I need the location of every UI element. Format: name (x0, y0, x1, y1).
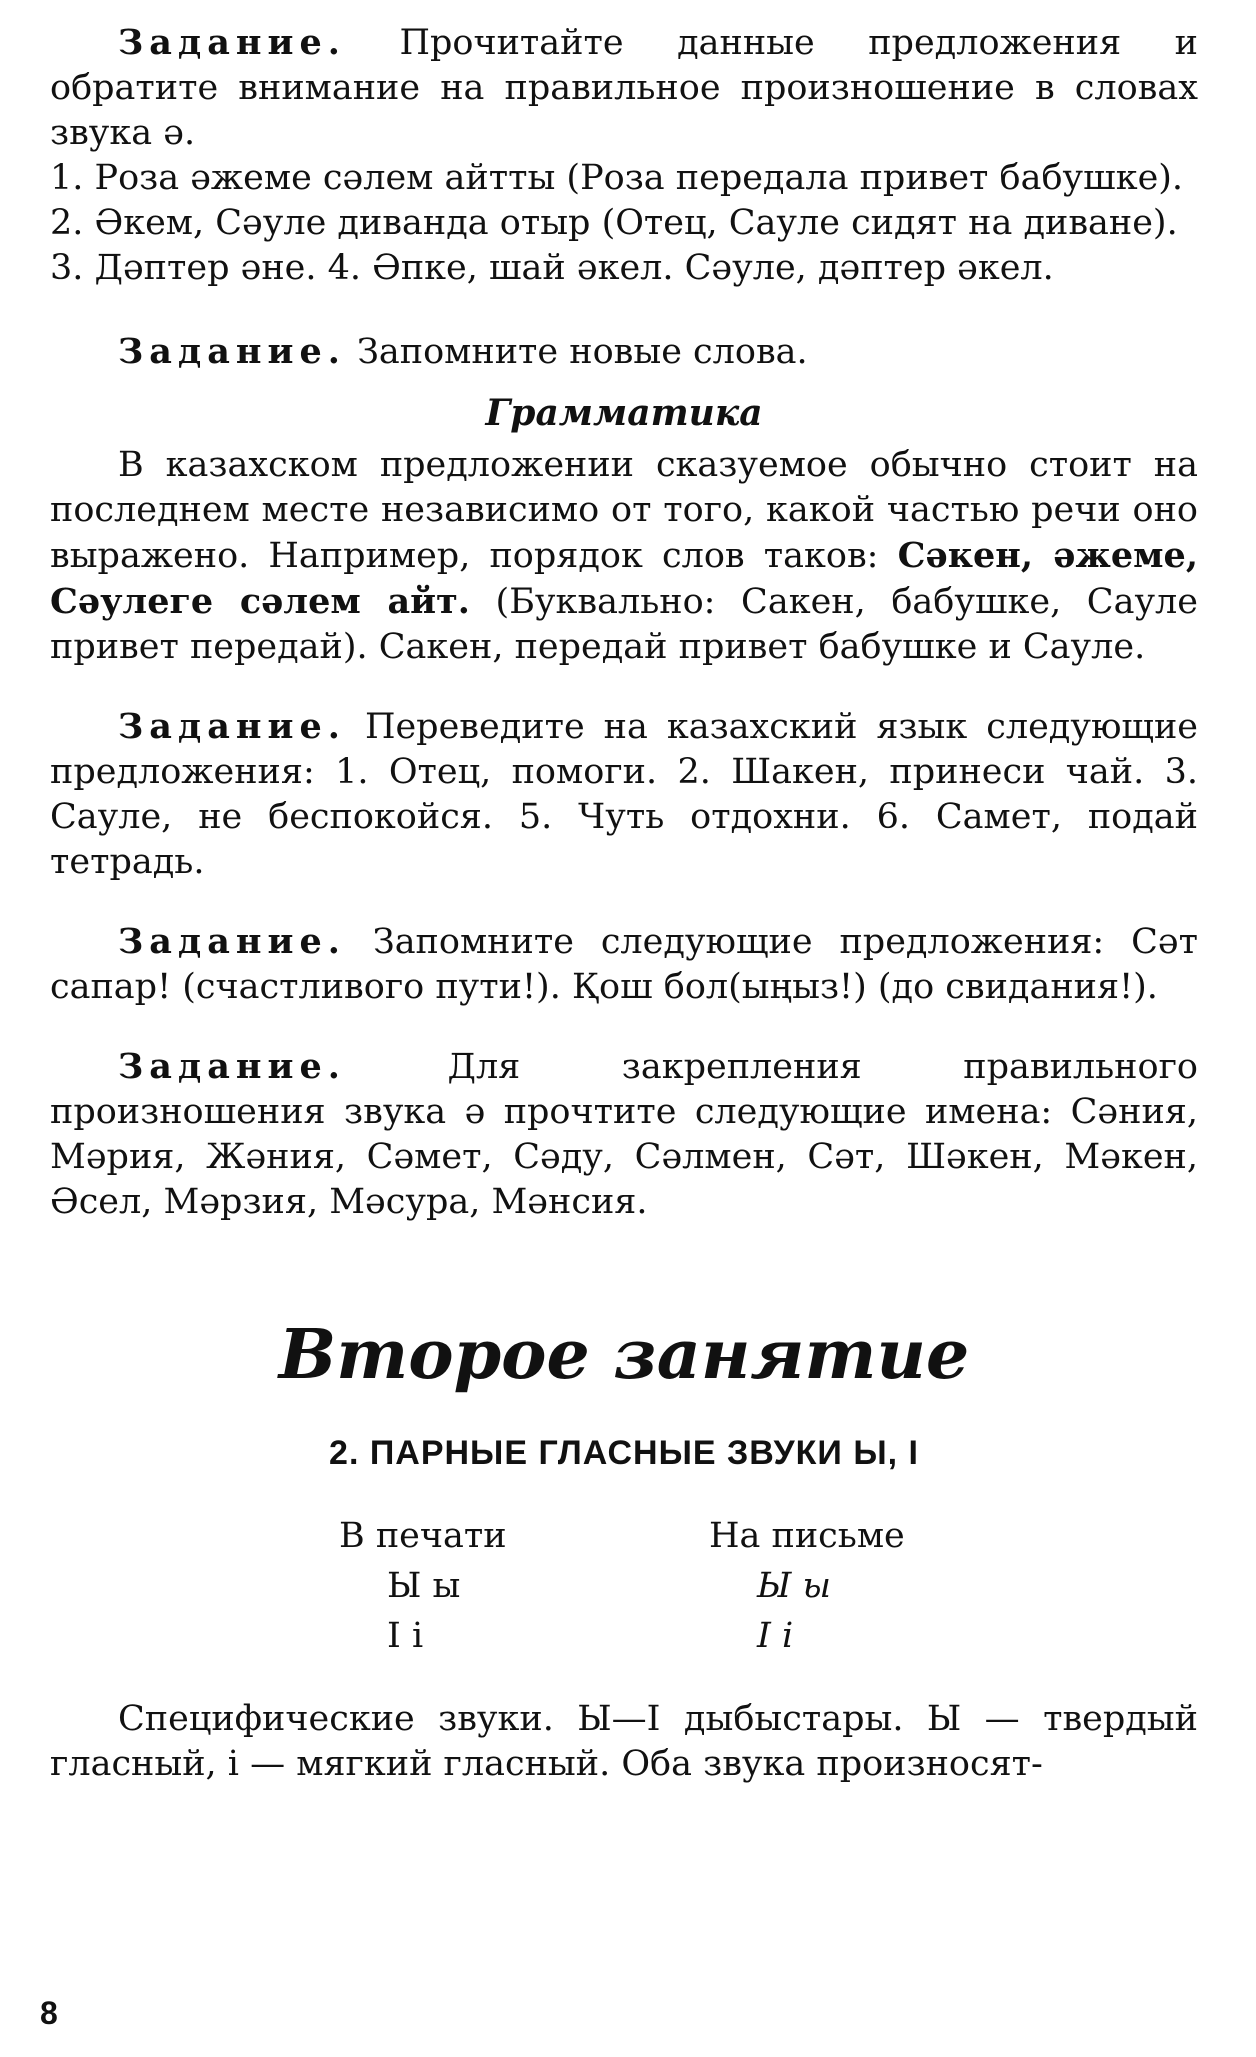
page-number: 8 (40, 1995, 58, 2031)
write-row-1: Ы ы (757, 1566, 832, 1606)
task1-label: Задание. (118, 22, 346, 63)
last-paragraph: Специфические звуки. Ы—І дыбыстары. Ы — твердый гласный, і — мягкий гласный. Оба звука произносят- (50, 1699, 1198, 1784)
letters-write-column (709, 1511, 909, 1661)
task4-text: Запомните следующие предложения: Сәт сапар! (счастливого пути!). Қош бол(ыңыз!) (до свидания!). (50, 922, 1198, 1007)
grammar-text-after: (Буквально: Сакен, бабушке, Сауле привет передай). Сакен, передай привет бабушке и Сауле. (50, 582, 1198, 667)
task1-item-3: 3. Дәптер әне. 4. Әпке, шай әкел. Сәуле, дәптер әкел. (50, 248, 1054, 288)
task5-text: Для закрепления правильного произношения звука ә прочтите следующие имена: Сәния, Мәрия, Жәния, Сәмет, Сәду, Сәлмен, Сәт, Шәкен, Мәкен, Әсел, Мәрзия, Мәсура, Мәнсия. (50, 1047, 1198, 1222)
task4-label: Задание. (118, 921, 346, 962)
print-row-2: І і (387, 1616, 424, 1656)
task2-text: Запомните новые слова. (345, 332, 808, 372)
print-header: В печати (339, 1516, 507, 1556)
task3-paragraph (50, 704, 1198, 885)
print-row-1: Ы ы (387, 1566, 461, 1606)
grammar-heading: Грамматика (485, 392, 763, 434)
task4-paragraph (50, 919, 1198, 1010)
lesson-title: Второе занятие (278, 1315, 970, 1395)
task2-label: Задание. (118, 331, 346, 372)
task3-label: Задание. (118, 706, 346, 747)
task1-paragraph (50, 20, 1198, 156)
grammar-bold-example: Сәкен, әжеме, Сәулеге сәлем айт. (50, 535, 1199, 622)
task1-item-2: 2. Әкем, Сәуле диванда отыр (Отец, Сауле сидят на диване). (50, 203, 1178, 243)
write-header: На письме (709, 1516, 905, 1556)
grammar-text-before: В казахском предложении сказуемое обычно стоит на последнем месте независимо от того, какой частью речи оно выражено. Например, порядок слов таков: (50, 445, 1198, 576)
task5-paragraph (50, 1044, 1198, 1225)
task1-item-1: 1. Роза әжеме сәлем айтты (Роза передала привет бабушке). (50, 158, 1184, 198)
letters-print-column (339, 1511, 539, 1661)
task5-label: Задание. (118, 1046, 346, 1087)
task2-paragraph (50, 329, 1198, 375)
write-row-2: І і (757, 1616, 794, 1656)
task1-text: Прочитайте данные предложения и обратите внимание на правильное произношение в словах звука ә. (50, 23, 1198, 153)
section-title: 2. ПАРНЫЕ ГЛАСНЫЕ ЗВУКИ Ы, І (329, 1434, 919, 1472)
task3-text: Переведите на казахский язык следующие предложения: 1. Отец, помоги. 2. Шакен, принеси чай. 3. Сауле, не беспокойся. 5. Чуть отдохни. 6. Самет, подай тетрадь. (50, 707, 1198, 882)
grammar-paragraph (50, 443, 1198, 670)
letters-table (50, 1511, 1198, 1661)
